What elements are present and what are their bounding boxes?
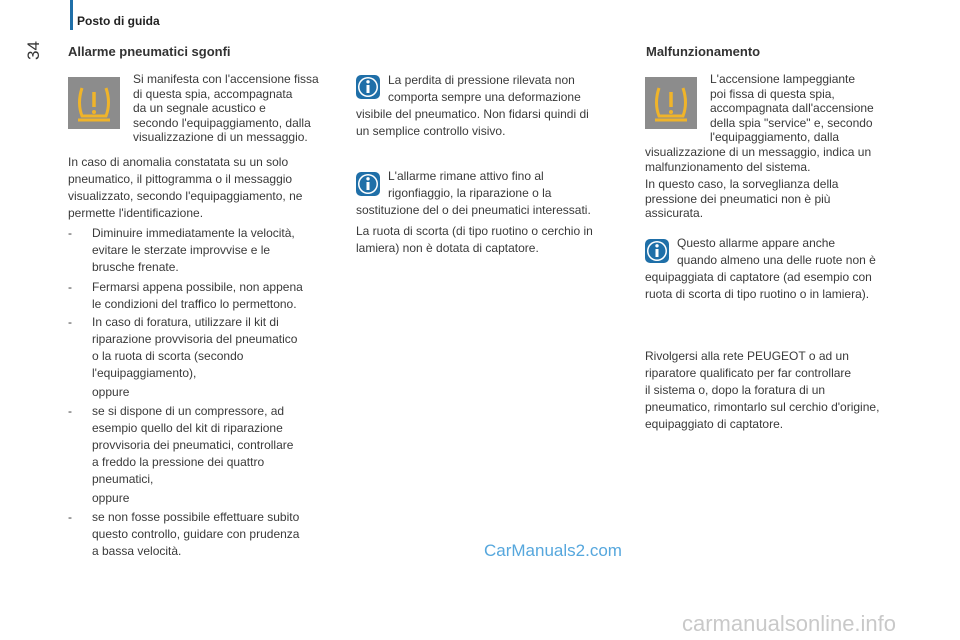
text-line: riparazione provvisoria del pneumatico — [92, 332, 298, 346]
col1-intro — [133, 72, 319, 145]
text-line: equipaggiata di captatore (ad esempio con — [645, 270, 872, 284]
text-line: brusche frenate. — [92, 260, 179, 274]
col3-contact-paragraph — [645, 348, 879, 433]
text-line: provvisoria dei pneumatici, controllare — [92, 438, 294, 452]
text-line: La perdita di pressione rilevata non — [388, 73, 575, 87]
text-line: Questo allarme appare anche — [677, 236, 836, 250]
info-icon — [356, 75, 380, 99]
watermark-carmanualsonline: carmanualsonline.info — [682, 611, 897, 636]
text-line: In questo caso, la sorveglianza della — [645, 177, 839, 191]
text-line: o la ruota di scorta (secondo — [92, 349, 244, 363]
text-line: rigonfiaggio, la riparazione o la — [388, 186, 552, 200]
text-line: visualizzazione di un messaggio. — [133, 130, 308, 144]
col2-note2-body — [356, 202, 591, 219]
text-line: quando almeno una delle ruote non è — [677, 253, 876, 267]
text-line: visualizzazione di un messaggio, indica un — [645, 145, 872, 159]
text-line: sostituzione del o dei pneumatici interessati. — [356, 203, 591, 217]
text-line: Diminuire immediatamente la velocità, — [92, 226, 295, 240]
text-line: Si manifesta con l'accensione fissa — [133, 72, 319, 86]
text-line: Rivolgersi alla rete PEUGEOT o ad un — [645, 349, 849, 363]
text-line: se non fosse possibile effettuare subito — [92, 510, 300, 524]
text-line: accompagnata dall'accensione — [710, 101, 874, 115]
text-line: riparatore qualificato per far controllare — [645, 366, 852, 380]
list-dash: - — [68, 404, 72, 418]
text-line: pneumatici, — [92, 472, 154, 486]
text-line: visibile del pneumatico. Non fidarsi quindi di — [356, 107, 589, 121]
info-icon — [356, 172, 380, 196]
text-line: permette l'identificazione. — [68, 206, 204, 220]
text-line: di questa spia, accompagnata — [133, 86, 293, 101]
text-line: evitare le sterzate improvvise e le — [92, 243, 271, 257]
text-line: a bassa velocità. — [92, 544, 182, 558]
header-accent-bar — [70, 0, 73, 30]
section-title: Posto di guida — [77, 14, 160, 28]
text-line: visualizzato, secondo l'equipaggiamento, ne — [68, 189, 303, 203]
col3-paragraph — [645, 177, 838, 221]
text-line: l'equipaggiamento, dalla — [710, 130, 840, 144]
text-line: da un segnale acustico e — [133, 101, 266, 115]
list-dash: - — [68, 315, 72, 329]
list-dash: - — [68, 510, 72, 524]
text-line: ruota di scorta di tipo ruotino o in lamiera). — [645, 287, 870, 301]
info-icon — [645, 239, 669, 263]
text-line: equipaggiato di captatore. — [645, 417, 784, 431]
list-dash: - — [68, 226, 72, 240]
text-line: Fermarsi appena possibile, non appena — [92, 280, 303, 294]
tire-pressure-warning-icon — [68, 77, 120, 129]
col2-note2-head — [388, 168, 551, 202]
text-line: malfunzionamento del sistema. — [645, 159, 811, 174]
text-line: L'accensione lampeggiante — [710, 72, 856, 86]
text-line: L'allarme rimane attivo fino al — [388, 169, 544, 183]
text-line: pneumatico, rimontarlo sul cerchio d'origine, — [645, 400, 880, 414]
text-line: lamiera) non è dotata di captatore. — [356, 241, 539, 255]
text-line: assicurata. — [645, 206, 704, 220]
col2-note1-head — [388, 72, 581, 106]
text-line: pressione dei pneumatici non è più — [645, 191, 831, 206]
text-line: un semplice controllo visivo. — [356, 124, 506, 138]
text-line: le condizioni del traffico lo permettono. — [92, 297, 297, 311]
oppure-label: oppure — [92, 491, 130, 505]
text-line: poi fissa di questa spia, — [710, 86, 835, 101]
text-line: In caso di foratura, utilizzare il kit di — [92, 315, 279, 329]
list-dash: - — [68, 280, 72, 294]
text-line: comporta sempre una deformazione — [388, 90, 581, 104]
page-number: 34 — [24, 41, 43, 60]
text-line: secondo l'equipaggiamento, dalla — [133, 115, 311, 130]
col1-paragraph — [68, 154, 302, 222]
col1-title: Allarme pneumatici sgonfi — [68, 44, 231, 59]
text-line: se si dispone di un compressore, ad — [92, 404, 285, 418]
col3-note-body — [645, 269, 872, 303]
watermark-carmanuals2: CarManuals2.com — [484, 541, 622, 560]
text-line: l'equipaggiamento), — [92, 366, 197, 380]
text-line: La ruota di scorta (di tipo ruotino o cerchio in — [356, 224, 593, 238]
col3-intro-head — [710, 72, 874, 145]
col3-title: Malfunzionamento — [646, 44, 761, 59]
col2-paragraph — [356, 223, 593, 257]
text-line: esempio quello del kit di riparazione — [92, 421, 283, 435]
col3-intro-body — [645, 145, 871, 174]
text-line: a freddo la pressione dei quattro — [92, 455, 265, 469]
text-line: In caso di anomalia constatata su un solo — [68, 155, 289, 169]
oppure-label: oppure — [92, 385, 130, 399]
text-line: pneumatico, il pittogramma o il messaggio — [68, 172, 293, 186]
col3-note-head — [677, 235, 876, 269]
col2-note1-body — [356, 106, 589, 140]
text-line: il sistema o, dopo la foratura di un — [645, 383, 826, 397]
text-line: della spia "service" e, secondo — [710, 115, 873, 130]
text-line: questo controllo, guidare con prudenza — [92, 527, 300, 541]
tire-pressure-warning-icon — [645, 77, 697, 129]
